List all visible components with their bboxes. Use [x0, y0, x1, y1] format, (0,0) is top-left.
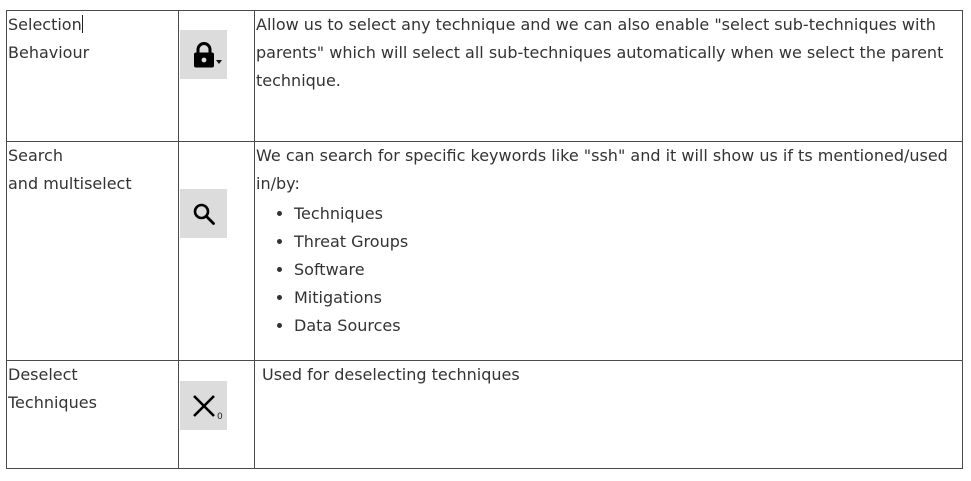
- icon-cell: [179, 361, 255, 469]
- feature-name-cell: [7, 361, 179, 469]
- feature-name-cell: [7, 142, 179, 361]
- icon-cell: [179, 11, 255, 142]
- search-icon: [192, 202, 216, 226]
- list-item: • Techniques: [294, 200, 954, 228]
- table-row: [7, 142, 963, 361]
- feature-name-line: Search: [8, 146, 63, 165]
- description-cell: [255, 361, 963, 469]
- description-cell: [255, 142, 963, 361]
- close-icon: [192, 394, 216, 418]
- feature-name-line: and multiselect: [8, 174, 132, 193]
- icon-cell: [179, 142, 255, 361]
- list-item: • Data Sources: [294, 312, 954, 340]
- selection-behaviour-button[interactable]: [180, 30, 227, 79]
- lock-icon: [192, 42, 216, 68]
- list-item: • Software: [294, 256, 954, 284]
- deselect-button[interactable]: [180, 381, 227, 430]
- description-text: Used for deselecting techniques: [262, 365, 520, 384]
- feature-name-line: Selection: [8, 15, 82, 34]
- bullet-list: [256, 200, 954, 340]
- selection-count-badge: 0: [217, 412, 223, 422]
- description-text: Allow us to select any technique and we can also enable "select sub-techniques with parents" which will select all sub-techniques automatically when we select the parent technique.: [256, 15, 944, 90]
- table-row: [7, 361, 963, 469]
- text-cursor: [82, 15, 83, 33]
- feature-name-line: Techniques: [8, 393, 97, 412]
- feature-table: [6, 10, 963, 469]
- description-text: We can search for specific keywords like "ssh" and it will show us if ts mentioned/used in/by:: [256, 146, 948, 193]
- list-item: • Threat Groups: [294, 228, 954, 256]
- list-item: • Mitigations: [294, 284, 954, 312]
- search-button[interactable]: [180, 189, 227, 238]
- feature-name-cell: [7, 11, 179, 142]
- table-row: [7, 11, 963, 142]
- description-cell: [255, 11, 963, 142]
- feature-name-line: Behaviour: [8, 43, 90, 62]
- feature-name-line: Deselect: [8, 365, 78, 384]
- chevron-down-icon: [216, 60, 222, 64]
